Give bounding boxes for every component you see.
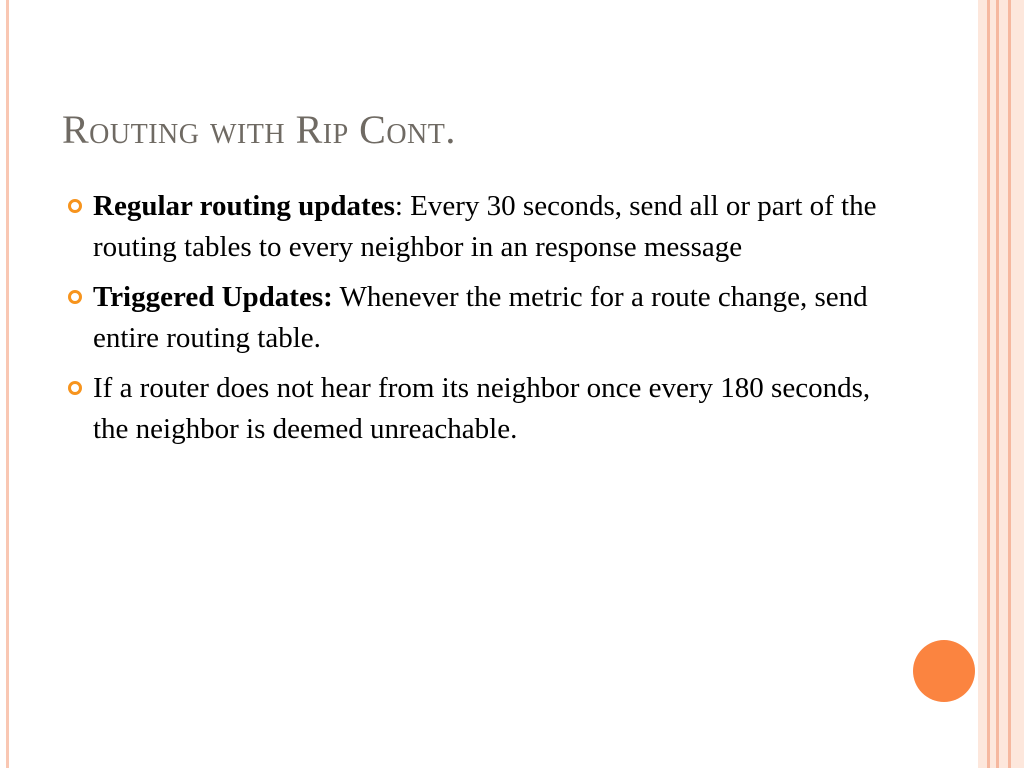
slide-title: Routing with Rip Cont. [62, 107, 456, 152]
right-decoration-stripe [999, 0, 1008, 768]
left-border-line [6, 0, 9, 768]
bullet-marker-icon [68, 290, 82, 304]
bullet-marker-icon [68, 199, 82, 213]
bullet-item-regular-updates [62, 186, 902, 268]
bullet-marker-icon [68, 381, 82, 395]
bullet-text: : Every 30 seconds, send all or part of the routing tables to every neighbor in an response message [93, 190, 877, 263]
right-decoration-stripe [1011, 0, 1024, 768]
bullet-item-neighbor-timeout [62, 368, 902, 450]
bullet-text: If a router does not hear from its neighbor once every 180 seconds, the neighbor is deemed unreachable. [93, 372, 871, 445]
bullet-bold-text: Triggered Updates: [93, 281, 333, 313]
decorative-circle [913, 640, 975, 702]
bullet-bold-text: Regular routing updates [93, 190, 395, 222]
bullet-item-triggered-updates [62, 277, 902, 359]
bullet-list [62, 186, 902, 459]
right-decoration-stripe [978, 0, 987, 768]
bullet-text: Whenever the metric for a route change, send entire routing table. [93, 281, 868, 354]
